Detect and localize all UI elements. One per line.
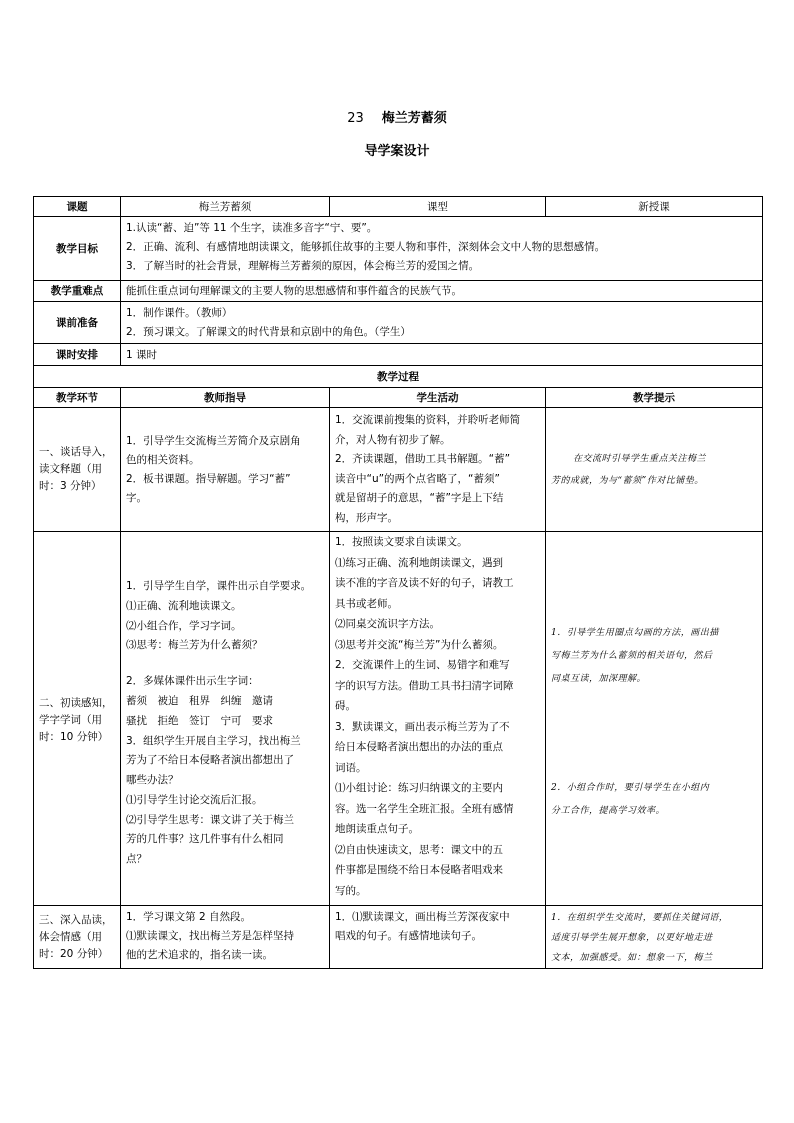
lesson-name: 梅兰芳蓄须 bbox=[381, 111, 447, 126]
column-header-stage: 教学环节 bbox=[34, 388, 121, 408]
student-cell: 1．按照读文要求自读课文。 ⑴练习正确、流利地朗读课文，遇到 读不准的字音及读不好的句子，请教工 具书或老师。 ⑵同桌交流识字方法。 ⑶思考并交流“梅兰芳”为什么蓄须。 2．交流课件上的生词、易错字和难写 字的识写方法。借助工具书扫清字词障 碍。 3．默读课文，画出表示梅兰芳为了不 给日本侵略者演出想出的办法的重点 词语。 ⑴小组讨论：练习归纳课文的主要内 容。选一名学生全班汇报。全班有感情 地朗读重点句子。 ⑵自由快速读文，思考：课文中的五 件事都是围绕不给日本侵略者唱戏来 写的。 bbox=[330, 532, 546, 906]
column-header-teacher: 教师指导 bbox=[121, 388, 330, 408]
goals-label: 教学目标 bbox=[34, 217, 121, 281]
table-row bbox=[34, 408, 763, 532]
tip-cell: 1．在组织学生交流时，要抓住关键词语， 适度引导学生展开想象，以更好地走进 文本，加强感受。如：想象一下，梅兰 bbox=[546, 906, 763, 969]
prep-label: 课前准备 bbox=[34, 302, 121, 344]
goal-item: 2．正确、流利、有感情地朗读课文，能够抓住故事的主要人物和事件，深刻体会文中人物的思想感情。 bbox=[126, 241, 606, 253]
goal-item: 1.认读“蓄、迫”等 11 个生字，读准多音字“宁、要”。 bbox=[126, 222, 378, 234]
goals-content bbox=[121, 217, 763, 281]
student-cell: 1．⑴默读课文，画出梅兰芳深夜家中 唱戏的句子。有感情地读句子。 bbox=[330, 906, 546, 969]
tip-cell: 在交流时引导学生重点关注梅兰 芳的成就，为与“蓄须”作对比铺垫。 bbox=[546, 408, 763, 532]
stage-cell: 一、谈话导入， 读文释题（用 时：3 分钟） bbox=[34, 408, 121, 532]
column-header-tip: 教学提示 bbox=[546, 388, 763, 408]
schedule-value: 1 课时 bbox=[121, 344, 763, 366]
teacher-cell: 1．学习课文第 2 自然段。 ⑴默读课文，找出梅兰芳是怎样坚持 他的艺术追求的，指名读一读。 bbox=[121, 906, 330, 969]
lesson-title bbox=[0, 107, 794, 126]
stage-cell: 二、初读感知， 学字学词（用 时：10 分钟） bbox=[34, 532, 121, 906]
table-row bbox=[34, 906, 763, 969]
type-label: 课型 bbox=[330, 197, 546, 217]
teacher-cell: 1．引导学生交流梅兰芳简介及京剧角 色的相关资料。 2．板书课题。指导解题。学习“蓄” 字。 bbox=[121, 408, 330, 532]
key-value: 能抓住重点词句理解课文的主要人物的思想感情和事件蕴含的民族气节。 bbox=[121, 281, 763, 302]
topic-label: 课题 bbox=[34, 197, 121, 217]
key-label: 教学重难点 bbox=[34, 281, 121, 302]
lesson-number: 23 bbox=[347, 111, 364, 126]
schedule-label: 课时安排 bbox=[34, 344, 121, 366]
page-subtitle: 导学案设计 bbox=[364, 144, 430, 159]
topic-value: 梅兰芳蓄须 bbox=[121, 197, 330, 217]
teacher-cell: 1．引导学生自学，课件出示自学要求。 ⑴正确、流利地读课文。 ⑵小组合作，学习字词。 ⑶思考：梅兰芳为什么蓄须？ 2．多媒体课件出示生字词： 蓄须 被迫 租界 纠缠 邀请 骚扰 拒绝 签订 宁可 要求 3．组织学生开展自主学习，找出梅兰 芳为了不给日本侵略者演出都想出了 哪些办法？ ⑴引导学生讨论交流后汇报。 ⑵引导学生思考：课文讲了关于梅兰 芳的几件事？这几件事有什么相同 点？ bbox=[121, 532, 330, 906]
stage-cell: 三、深入品读， 体会情感（用 时：20 分钟） bbox=[34, 906, 121, 969]
lesson-plan-table bbox=[33, 196, 763, 969]
process-section-title: 教学过程 bbox=[34, 366, 763, 388]
prep-item: 1．制作课件。（教师） bbox=[126, 306, 233, 319]
type-value: 新授课 bbox=[546, 197, 763, 217]
goal-item: 3．了解当时的社会背景，理解梅兰芳蓄须的原因，体会梅兰芳的爱国之情。 bbox=[126, 260, 480, 272]
column-header-student: 学生活动 bbox=[330, 388, 546, 408]
student-cell: 1．交流课前搜集的资料，并聆听老师简 介，对人物有初步了解。 2．齐读课题，借助工具书解题。“蓄” 读音中“u”的两个点省略了，“蓄须” 就是留胡子的意思，“蓄”字是上下结 构，形声字。 bbox=[330, 408, 546, 532]
table-row bbox=[34, 532, 763, 906]
tip-cell: 1．引导学生用圈点勾画的方法，画出描 写梅兰芳为什么蓄须的相关语句，然后 同桌互读，加深理解。 2．小组合作时，要引导学生在小组内 分工合作，提高学习效率。 bbox=[546, 532, 763, 906]
prep-item: 2．预习课文。了解课文的时代背景和京剧中的角色。（学生） bbox=[126, 325, 411, 338]
prep-content bbox=[121, 302, 763, 344]
